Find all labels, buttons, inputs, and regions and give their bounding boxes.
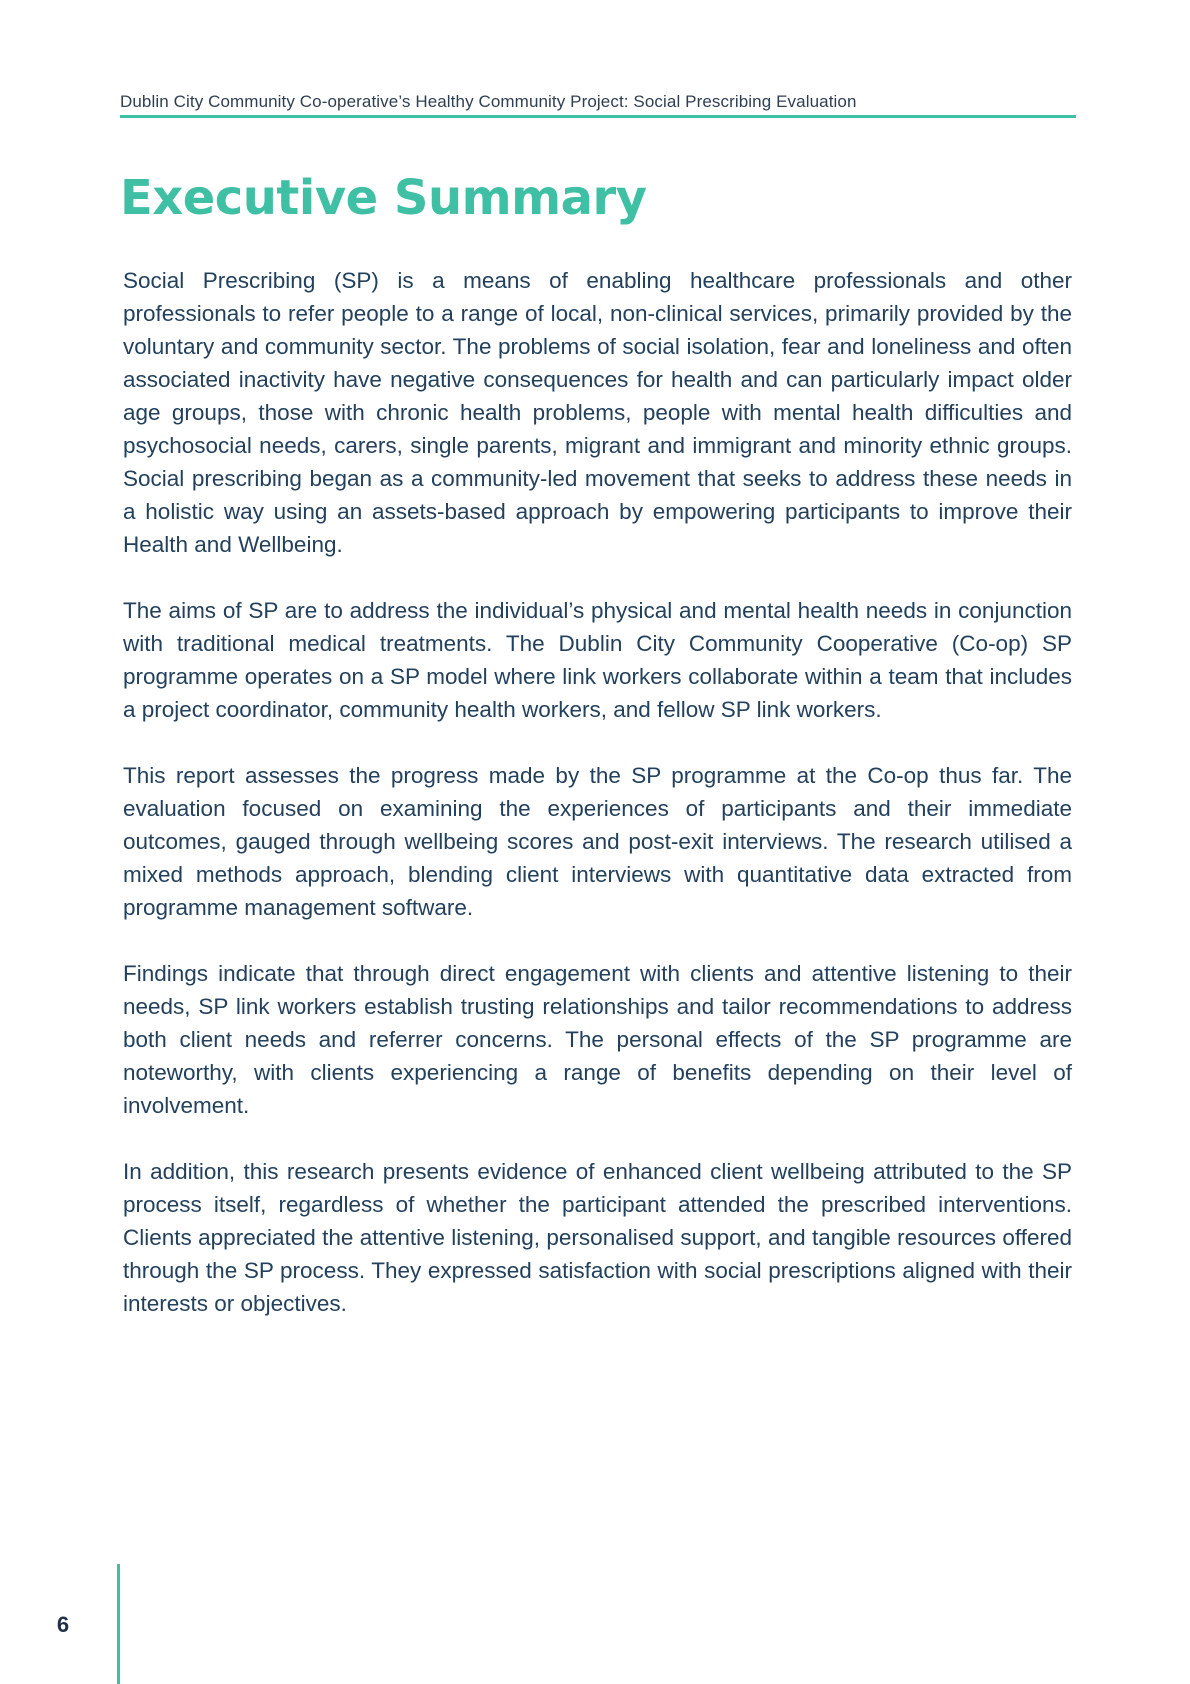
footer-rule	[117, 1564, 120, 1684]
running-header: Dublin City Community Co-operative’s Healthy Community Project: Social Prescribing Evaluation	[120, 92, 857, 111]
paragraph-2: The aims of SP are to address the individual’s physical and mental health needs in conjunction with traditional medical treatments. The Dublin City Community Cooperative (Co-op) SP programme operates on a SP model where link workers collaborate within a team that includes a project coordinator, community health workers, and fellow SP link workers.	[123, 598, 1072, 722]
header-rule	[120, 115, 1076, 118]
paragraph-5: In addition, this research presents evidence of enhanced client wellbeing attributed to the SP process itself, regardless of whether the participant attended the prescribed interventions. Clients appreciated the attentive listening, personalised support, and tangible resources offered through the SP process. They expressed satisfaction with social prescriptions aligned with their interests or objectives.	[123, 1159, 1072, 1316]
page-number: 6	[56, 1612, 70, 1637]
page-title: Executive Summary	[120, 170, 647, 226]
paragraph-1: Social Prescribing (SP) is a means of enabling healthcare professionals and other professionals to refer people to a range of local, non-clinical services, primarily provided by the voluntary and community sector. The problems of social isolation, fear and loneliness and often associated inactivity have negative consequences for health and can particularly impact older age groups, those with chronic health problems, people with mental health difficulties and psychosocial needs, carers, single parents, migrant and immigrant and minority ethnic groups. Social prescribing began as a community-led movement that seeks to address these needs in a holistic way using an assets-based approach by empowering participants to improve their Health and Wellbeing.	[123, 268, 1072, 557]
body-text	[123, 264, 1072, 1353]
paragraph-3: This report assesses the progress made by the SP programme at the Co-op thus far. The evaluation focused on examining the experiences of participants and their immediate outcomes, gauged through wellbeing scores and post-exit interviews. The research utilised a mixed methods approach, blending client interviews with quantitative data extracted from programme management software.	[123, 763, 1072, 920]
paragraph-4: Findings indicate that through direct engagement with clients and attentive listening to their needs, SP link workers establish trusting relationships and tailor recommendations to address both client needs and referrer concerns. The personal effects of the SP programme are noteworthy, with clients experiencing a range of benefits depending on their level of involvement.	[123, 961, 1072, 1118]
